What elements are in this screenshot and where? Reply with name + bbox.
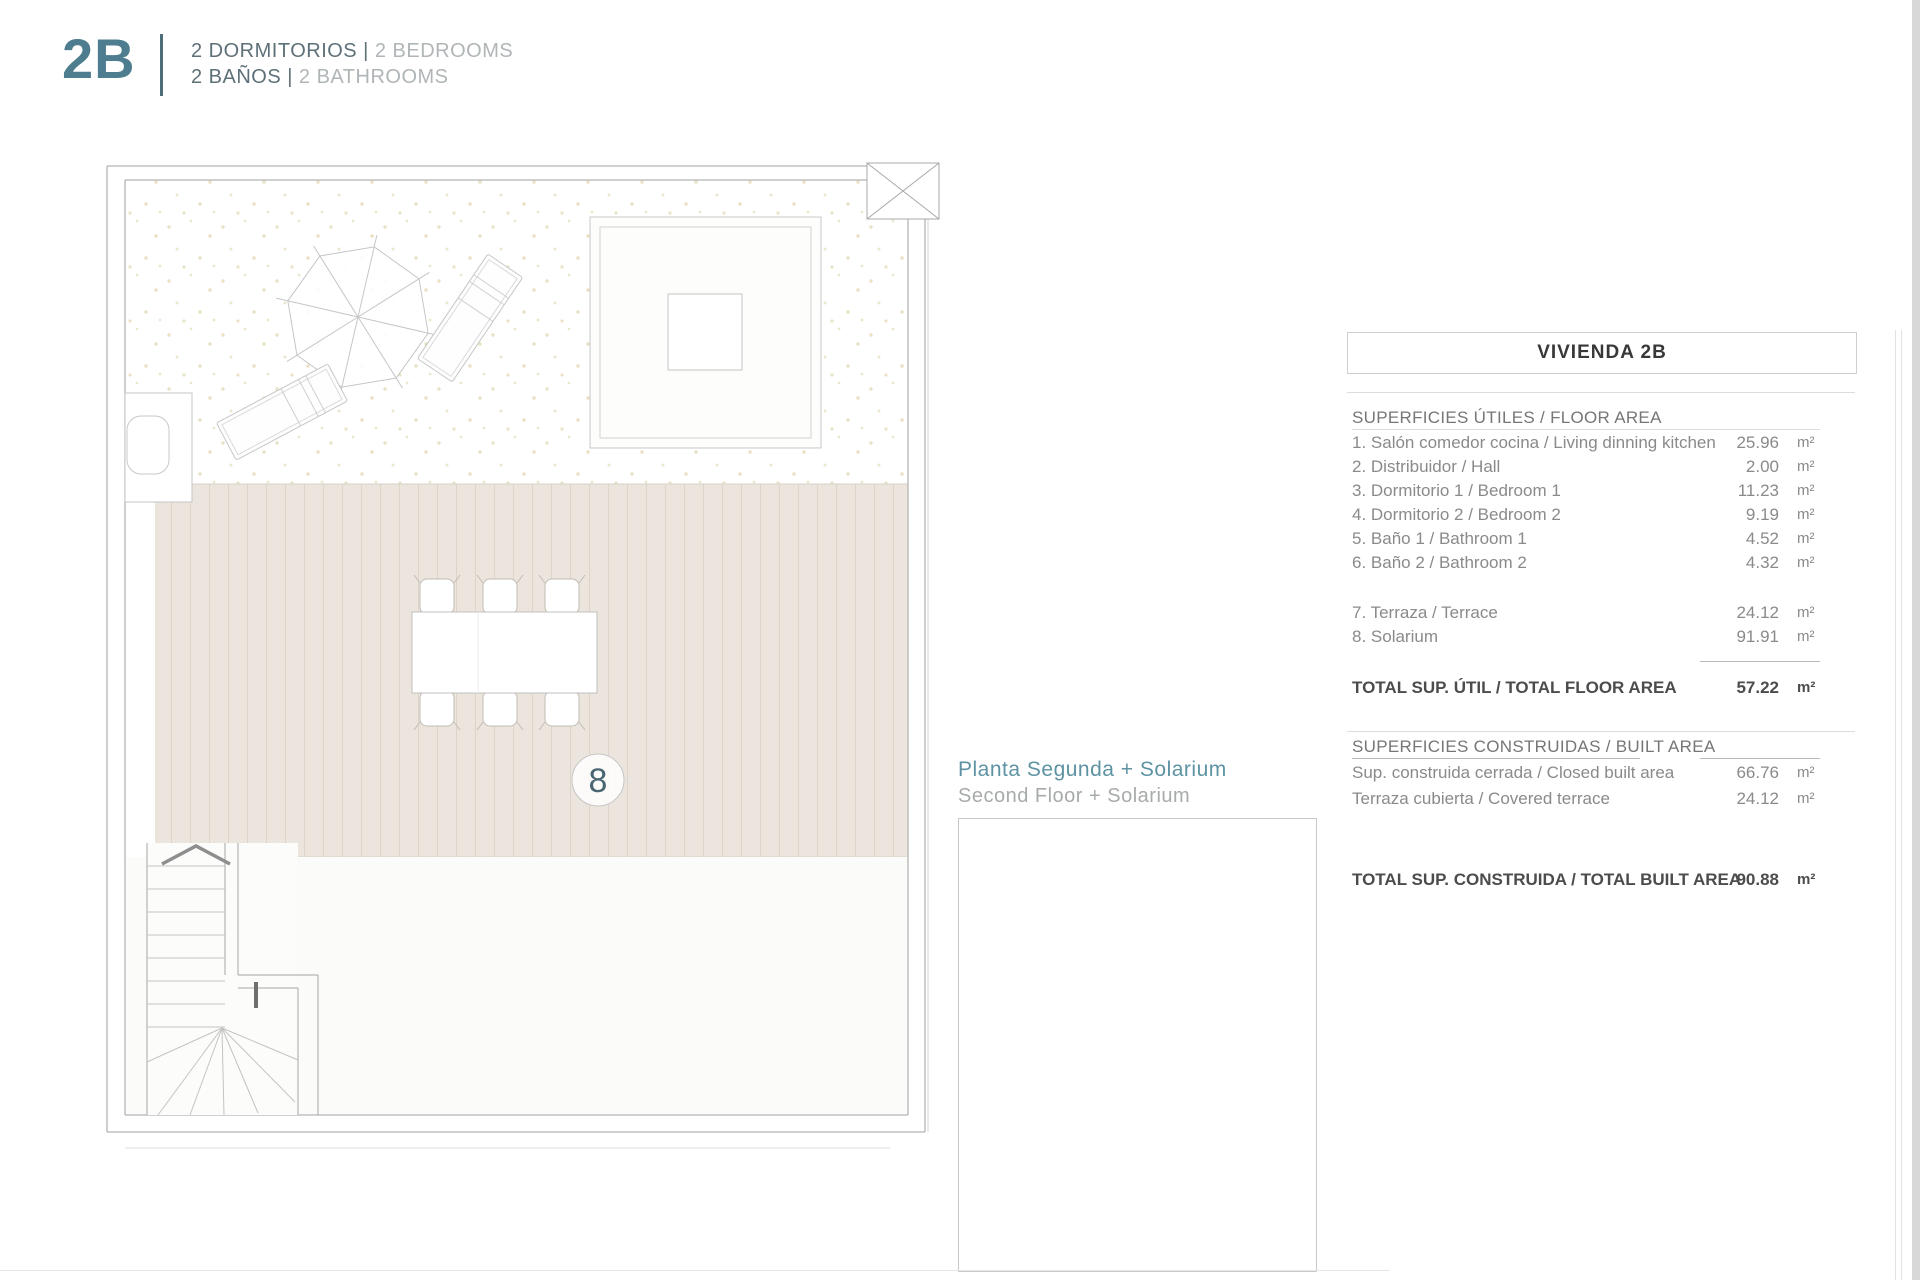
bathrooms-line: 2 BAÑOS | 2 BATHROOMS	[191, 66, 449, 88]
shaft-symbol	[867, 163, 939, 219]
room-rows	[1347, 431, 1855, 575]
built-area-header: SUPERFICIES CONSTRUIDAS / BUILT AREA	[1352, 737, 1716, 756]
unit-logo: 2B	[62, 27, 136, 90]
key-plan-box	[958, 818, 1317, 1272]
floor-area-header: SUPERFICIES ÚTILES / FLOOR AREA	[1352, 408, 1662, 427]
table-row: 7. Terraza / Terrace 24.12 m²	[1352, 603, 1815, 622]
built-area-total: TOTAL SUP. CONSTRUIDA / TOTAL BUILT AREA 90.88 m²	[1352, 870, 1816, 889]
table-rule	[1347, 392, 1855, 393]
table-row: 3. Dormitorio 1 / Bedroom 1 11.23 m²	[1352, 481, 1815, 500]
floor-title-en: Second Floor + Solarium	[958, 785, 1191, 807]
stairs	[147, 843, 318, 1115]
dining-table	[412, 612, 597, 693]
room-number-badge	[572, 754, 624, 806]
floor-title-es: Planta Segunda + Solarium	[958, 758, 1227, 781]
built-rows	[1347, 760, 1855, 812]
table-row: 2. Distribuidor / Hall 2.00 m²	[1352, 457, 1815, 476]
door-mark	[254, 982, 258, 1008]
page-bottom-line	[0, 1270, 1390, 1271]
table-row: 1. Salón comedor cocina / Living dinning kitchen 25.96 m²	[1352, 433, 1815, 452]
bedrooms-es: 2 DORMITORIOS	[191, 40, 358, 62]
window-edge	[1912, 0, 1920, 1280]
table-row: 5. Baño 1 / Bathroom 1 4.52 m²	[1352, 529, 1815, 548]
logo-divider	[160, 34, 163, 96]
bathrooms-es: 2 BAÑOS	[191, 66, 282, 88]
outdoor-rows	[1347, 601, 1855, 649]
floor-area-total: TOTAL SUP. ÚTIL / TOTAL FLOOR AREA 57.22 m²	[1352, 678, 1816, 697]
table-title: VIVIENDA 2B	[1347, 332, 1857, 374]
table-row: Sup. construida cerrada / Closed built area 66.76 m²	[1352, 763, 1815, 782]
table-row: 6. Baño 2 / Bathroom 2 4.32 m²	[1352, 553, 1815, 572]
table-row: Terraza cubierta / Covered terrace 24.12 m²	[1352, 789, 1815, 808]
table-row: 8. Solarium 91.91 m²	[1352, 627, 1815, 646]
bedrooms-en: 2 BEDROOMS	[374, 40, 514, 62]
dining-set	[412, 575, 597, 730]
wall-fixture	[125, 393, 192, 502]
page-column-line	[1895, 330, 1896, 1280]
skylight-pergola	[590, 217, 821, 448]
bedrooms-line: 2 DORMITORIOS | 2 BEDROOMS	[191, 40, 514, 62]
page-column-line	[1901, 330, 1902, 1280]
table-row: 4. Dormitorio 2 / Bedroom 2 9.19 m²	[1352, 505, 1815, 524]
svg-text:8: 8	[588, 762, 608, 800]
bathrooms-en: 2 BATHROOMS	[298, 66, 449, 88]
